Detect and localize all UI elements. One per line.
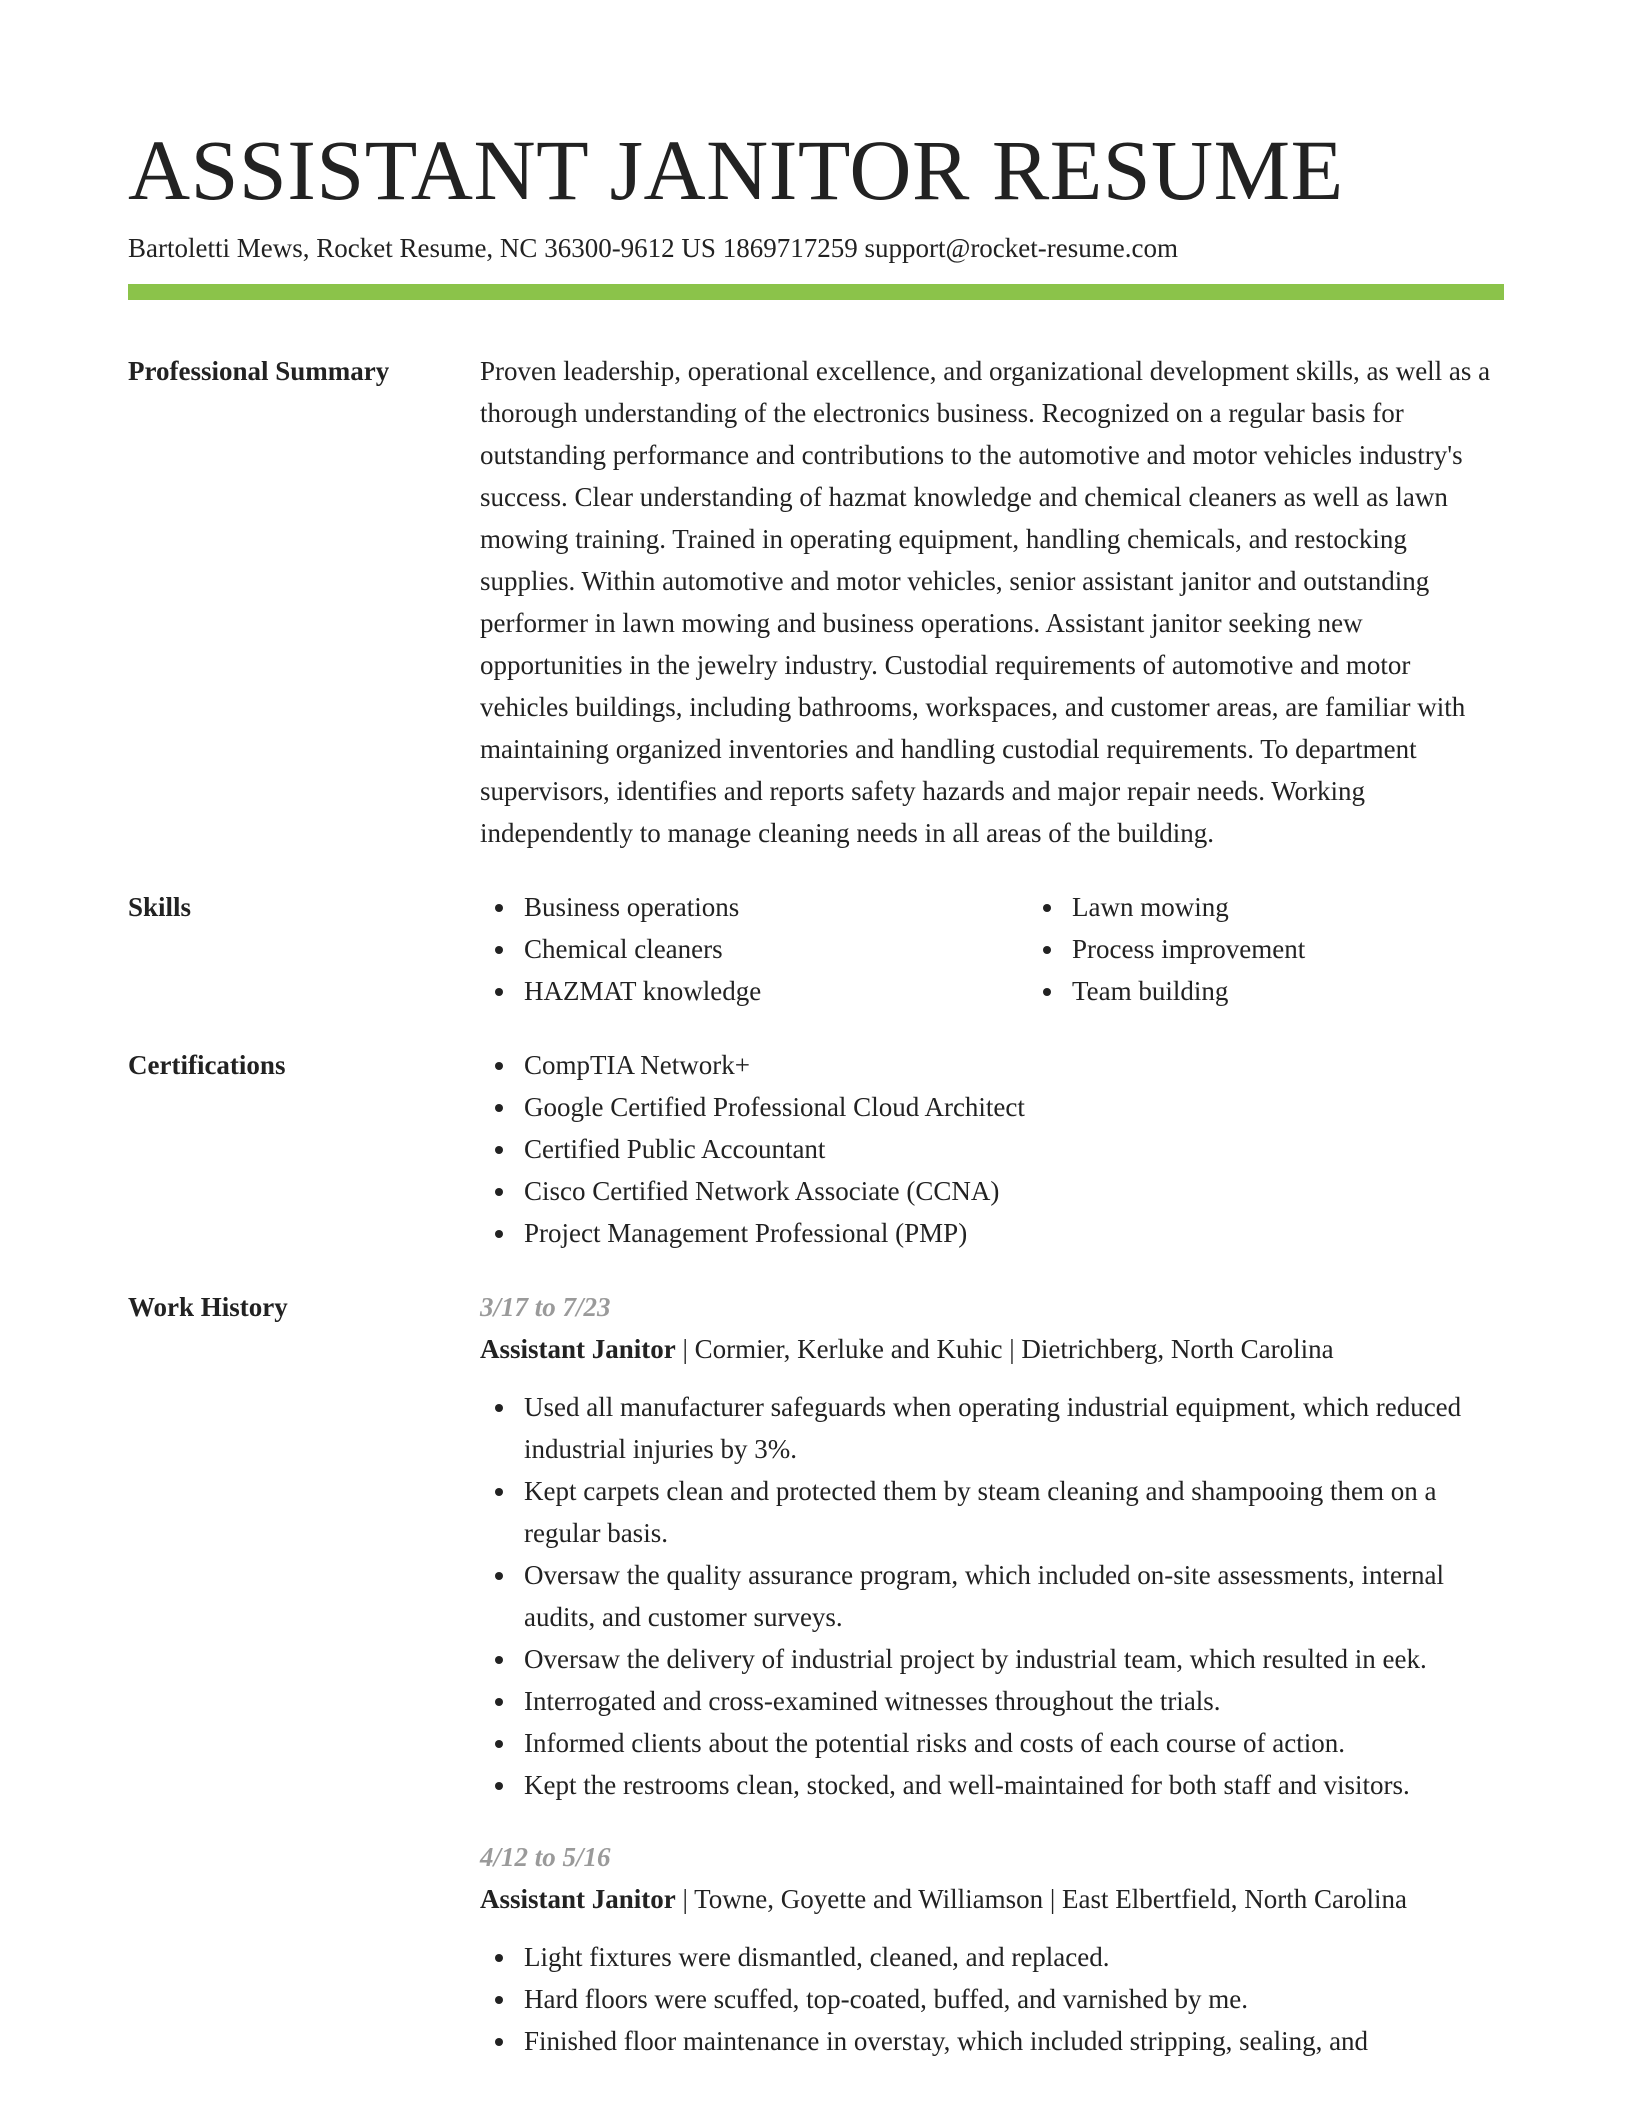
skills-section <box>128 886 1504 1012</box>
job-title: Assistant Janitor <box>480 1884 676 1914</box>
skills-list-right <box>1028 886 1576 1012</box>
skills-grid <box>480 886 1576 1012</box>
resume-title: ASSISTANT JANITOR RESUME <box>128 122 1344 218</box>
job-bullet: Finished floor maintenance in overstay, which included stripping, sealing, and <box>524 2020 1504 2062</box>
skill-item: HAZMAT knowledge <box>524 970 1028 1012</box>
certification-item: CompTIA Network+ <box>524 1044 1504 1086</box>
skills-list-left <box>480 886 1028 1012</box>
job-header <box>480 1878 1504 1920</box>
skill-item: Process improvement <box>1072 928 1576 970</box>
certification-item: Cisco Certified Network Associate (CCNA) <box>524 1170 1504 1212</box>
job-bullet: Kept the restrooms clean, stocked, and well-maintained for both staff and visitors. <box>524 1764 1504 1806</box>
job-title: Assistant Janitor <box>480 1334 676 1364</box>
job-bullets <box>480 1936 1504 2062</box>
summary-label: Professional Summary <box>128 356 390 386</box>
job-dates: 3/17 to 7/23 <box>480 1292 611 1322</box>
job-header <box>480 1328 1504 1370</box>
job-bullet: Informed clients about the potential risks and costs of each course of action. <box>524 1722 1504 1764</box>
job-bullets <box>480 1386 1504 1806</box>
contact-info: Bartoletti Mews, Rocket Resume, NC 36300-9612 US 1869717259 support@rocket-resume.com <box>128 233 1178 263</box>
job-entry <box>480 1286 1504 1806</box>
job-dates: 4/12 to 5/16 <box>480 1842 611 1872</box>
job-details: | Cormier, Kerluke and Kuhic | Dietrichberg, North Carolina <box>675 1334 1334 1364</box>
job-bullet: Oversaw the quality assurance program, which included on-site assessments, internal audits, and customer surveys. <box>524 1554 1504 1638</box>
job-bullet: Used all manufacturer safeguards when operating industrial equipment, which reduced industrial injuries by 3%. <box>524 1386 1504 1470</box>
skill-item: Lawn mowing <box>1072 886 1576 928</box>
certification-item: Google Certified Professional Cloud Architect <box>524 1086 1504 1128</box>
job-bullet: Light fixtures were dismantled, cleaned, and replaced. <box>524 1936 1504 1978</box>
skills-label: Skills <box>128 892 192 922</box>
work-history-label: Work History <box>128 1292 288 1322</box>
summary-text: Proven leadership, operational excellence, and organizational development skills, as well as a thorough understanding of the electronics business. Recognized on a regular basis for outstanding performance and contributions to the automotive and motor vehicles industry's success. Clear understanding of hazmat knowledge and chemical cleaners as well as lawn mowing training. Trained in operating equipment, handling chemicals, and restocking supplies. Within automotive and motor vehicles, senior assistant janitor and outstanding performer in lawn mowing and business operations. Assistant janitor seeking new opportunities in the jewelry industry. Custodial requirements of automotive and motor vehicles buildings, including bathrooms, workspaces, and customer areas, are familiar with maintaining organized inventories and handling custodial requirements. To department supervisors, identifies and reports safety hazards and major repair needs. Working independently to manage cleaning needs in all areas of the building. <box>480 356 1491 848</box>
resume-page <box>128 118 1504 2062</box>
summary-section <box>128 350 1504 854</box>
certifications-label: Certifications <box>128 1050 286 1080</box>
certification-item: Project Management Professional (PMP) <box>524 1212 1504 1254</box>
job-bullet: Interrogated and cross-examined witnesses throughout the trials. <box>524 1680 1504 1722</box>
job-bullet: Oversaw the delivery of industrial project by industrial team, which resulted in eek. <box>524 1638 1504 1680</box>
certifications-list <box>480 1044 1504 1254</box>
skill-item: Team building <box>1072 970 1576 1012</box>
skill-item: Chemical cleaners <box>524 928 1028 970</box>
work-history-section <box>128 1286 1504 2062</box>
certifications-section <box>128 1044 1504 1254</box>
job-bullet: Hard floors were scuffed, top-coated, buffed, and varnished by me. <box>524 1978 1504 2020</box>
job-details: | Towne, Goyette and Williamson | East Elbertfield, North Carolina <box>675 1884 1407 1914</box>
certification-item: Certified Public Accountant <box>524 1128 1504 1170</box>
job-entry <box>480 1836 1504 2062</box>
job-bullet: Kept carpets clean and protected them by steam cleaning and shampooing them on a regular basis. <box>524 1470 1504 1554</box>
skill-item: Business operations <box>524 886 1028 928</box>
header-accent-bar <box>128 284 1504 300</box>
